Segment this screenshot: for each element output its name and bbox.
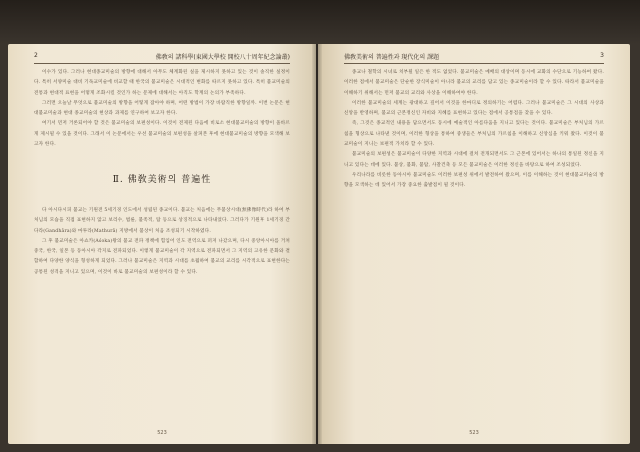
book-gutter [312,44,322,444]
left-page [8,44,316,444]
right-header-title: 佛敎美術의 普遍性과 現代化의 課題 [344,54,440,61]
paragraph: 종교나 철학의 시녀로 치부될 일은 한 적도 없었다. 불교미술은 예배의 대상이며 동시에 교화의 수단으로 기능하여 왔다. 이러한 점에서 불교미술은 단순한 장식미술이 아니라 불교의 교리를 담고 있는 종교미술이라 할 수 있다. 따라서 불교미술을 이해하기 위해서는 먼저 불교의 교리와 사상을 이해하여야 한다. [344,70,604,96]
right-body [344,68,604,192]
left-header-number: 2 [34,52,38,59]
background-shadow [0,0,640,44]
paragraph: 그러면 오늘날 무엇으로 불교미술의 방향을 어떻게 잡아야 하며, 어떤 방법이 가장 바람직한 방향일까. 이번 논문은 현대불교미술과 현대 종교미술의 현상과 과제를 연구하여 보고자 한다. [34,100,290,117]
left-header-title: 佛敎의 諸科學(東國大學校 開校八十周年紀念論叢) [155,54,290,61]
paragraph: 다 아시다시피 불교는 기원전 5세기경 인도에서 성립된 종교이다. 불교는 처음에는 무불상시대(無佛像時代)라 하여 부처님의 모습을 직접 표현하지 않고 보리수, 법륜, 불족적, 탑 등으로 상징적으로 나타내었다. 그러다가 기원후 1세기경 간다라(Gandhāra)와 마투라(Mathurā) 지방에서 불상이 처음 조성되기 시작하였다. [34,208,290,234]
paragraph: 불교미술의 보편성은 불교미술이 다양한 지역과 시대에 걸쳐 전개되면서도 그 근본에 있어서는 하나의 통일된 정신을 지니고 있다는 데에 있다. 불상, 불화, 불탑, 사찰건축 등 모든 불교미술은 이러한 정신을 바탕으로 하여 조성되었다. [344,152,604,168]
paragraph: 이러한 불교미술의 세계는 광대하고 깊어서 이것을 한마디로 정의하기는 어렵다. 그러나 불교미술은 그 시대의 사상과 신앙을 반영하며, 불교의 근본정신인 자비와 지혜를 표현하고 있다는 점에서 공통점을 찾을 수 있다. [344,100,604,117]
right-page-header [344,52,604,64]
right-page [318,44,630,444]
paragraph: 그 후 불교미술은 아쇼카(Aśoka)왕의 불교 전파 정책에 힘입어 인도 전역으로 퍼져 나갔으며, 다시 중앙아시아를 거쳐 중국, 한국, 일본 등 동아시아 각지로 전파되었다. 이렇게 불교미술이 각 지역으로 전파되면서 그 지역의 고유한 문화와 결합하여 다양한 양식을 형성하게 되었다. 그러나 불교미술은 지역과 시대를 초월하여 불교의 교리를 시각적으로 표현한다는 공통된 성격을 지니고 있으며, 이것이 바로 불교미술의 보편성이라 할 수 있다. [34,238,290,275]
right-header-number: 3 [600,52,604,59]
paragraph: 우리나라를 비롯한 동아시아 불교미술도 이러한 보편성 위에서 발전하여 왔으며, 이를 이해하는 것이 현대불교미술의 방향을 모색하는 데 있어서 가장 중요한 출발점이 될 것이다. [344,172,604,189]
section-title: Ⅱ. 佛敎美術의 普遍性 [112,175,212,185]
paragraph: 즉, 그것은 종교적인 내용을 담으면서도 동시에 예술적인 아름다움을 지니고 있다는 것이다. 불교미술은 부처님의 가르침을 형상으로 나타낸 것이며, 이러한 형상을 통하여 중생들은 부처님의 가르침을 이해하고 신앙심을 키워 왔다. 이것이 불교미술이 지니는 보편적 가치라 할 수 있다. [344,121,604,148]
right-page-number: 523 [469,430,479,436]
paragraph: 이수가 있다. 그러나 현대종교미술의 방향에 대해서 아무도 체계화된 실을 제시하지 못하고 있는 것이 솔직한 실정이다. 특히 서양미술 대비 기독교미술에 비교할 때 한국의 불교미술은 시대적인 변화를 따르지 못하고 있다. 특히 불교미술의 전통과 현대적 표현을 어떻게 조화시킬 것인가 하는 문제에 대해서는 아직도 학계의 논의가 부족하다. [34,70,290,96]
paragraph: 여기서 먼저 거론되어야 할 것은 불교미술의 보편성이다. 이것이 전제된 다음에 비로소 현대불교미술의 방향이 올바르게 제시될 수 있을 것이다. 그래서 이 논문에서는 우선 불교미술의 보편성을 살펴본 후에 현대불교미술의 방향을 모색해 보고자 한다. [34,121,290,148]
left-body-top [34,68,290,150]
left-page-number: 523 [157,430,167,436]
left-page-header [34,52,290,64]
left-body-bottom [34,206,290,278]
